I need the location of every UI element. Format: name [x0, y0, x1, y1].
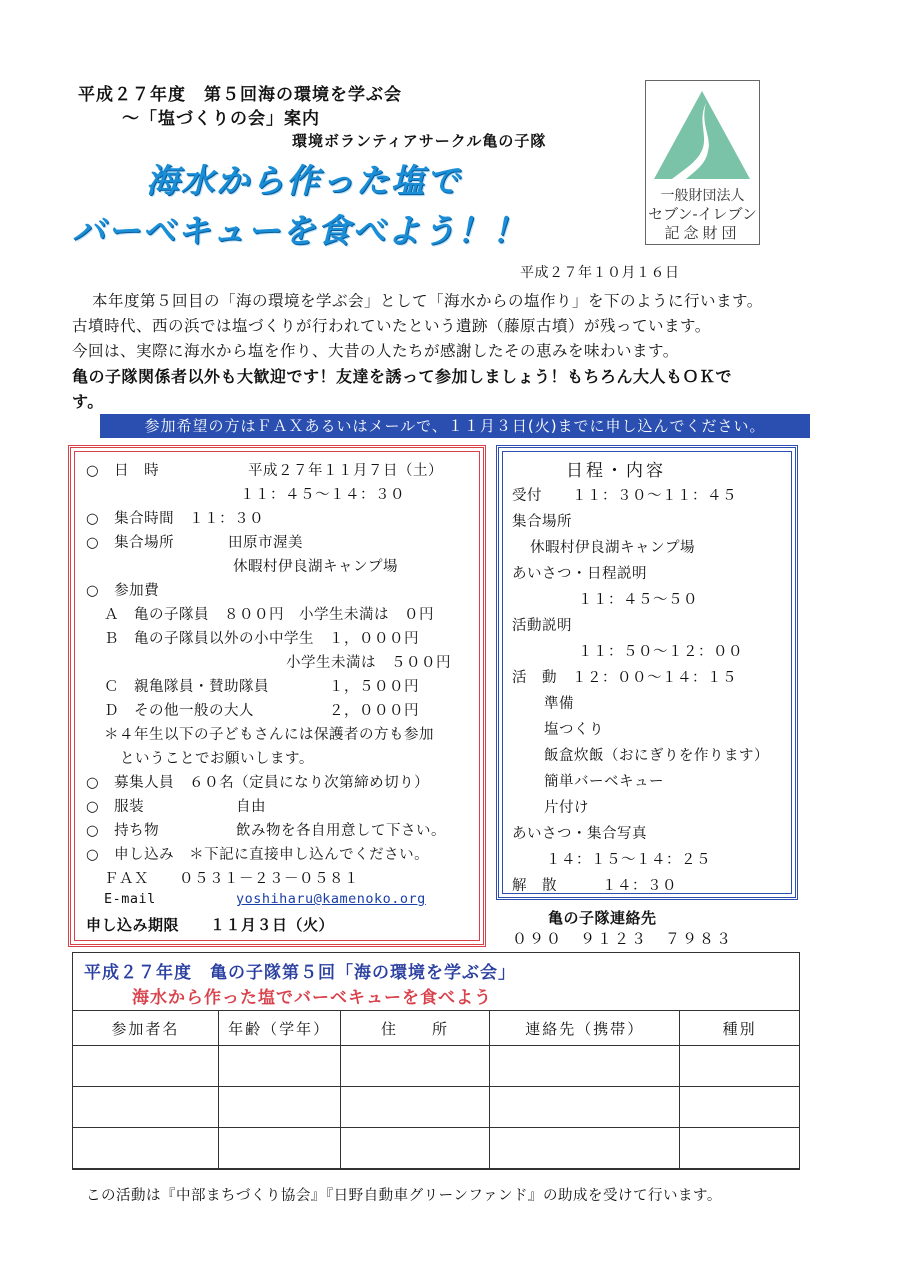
contact-phone: ０９０ ９１２３ ７９８３	[512, 930, 734, 948]
bring-label: ○ 持ち物	[86, 823, 160, 839]
schedule-item: 飯盒炊飯（おにぎりを作ります）	[544, 748, 769, 764]
table-cell[interactable]	[218, 1046, 340, 1087]
fee-b-child: 小学生未満は ５００円	[286, 655, 451, 671]
intro-line-4: 亀の子隊関係者以外も大歓迎です！友達を誘って参加しましょう！もちろん大人もＯＫで	[72, 367, 733, 386]
schedule-item: あいさつ・日程説明	[512, 566, 647, 582]
table-cell[interactable]	[340, 1087, 490, 1128]
dress-value: 自由	[236, 799, 266, 815]
table-cell[interactable]	[340, 1046, 490, 1087]
bring-value: 飲み物を各自用意して下さい。	[236, 823, 446, 839]
deadline: 申し込み期限 １１月３日（火）	[86, 916, 335, 934]
table-cell[interactable]	[73, 1087, 219, 1128]
fee-c: Ｃ 親亀隊員・賛助隊員 １，５００円	[104, 679, 419, 695]
application-banner: 参加希望の方はＦＡＸあるいはメールで、１１月３日(火)までに申し込んでください。	[100, 414, 810, 438]
form-subtitle: 海水から作った塩でバーベキューを食べよう	[132, 988, 492, 1008]
guardian-note-1: ＊４年生以下の子どもさんには保護者の方も参加	[104, 727, 434, 743]
fee-b: Ｂ 亀の子隊員以外の小中学生 １，０００円	[104, 631, 419, 647]
column-header: 住 所	[340, 1011, 490, 1046]
table-cell[interactable]	[218, 1128, 340, 1169]
event-title: 平成２７年度 第５回海の環境を学ぶ会	[78, 85, 402, 105]
capacity: ○ 募集人員 ６０名（定員になり次第締め切り）	[86, 775, 430, 791]
column-header: 参加者名	[73, 1011, 219, 1046]
date-value: 平成２７年１１月７日（土）	[248, 463, 443, 479]
table-cell[interactable]	[490, 1128, 680, 1169]
schedule-item: あいさつ・集合写真	[512, 826, 647, 842]
fax-number: ＦＡＸ ０５３１－２３－０５８１	[104, 871, 359, 887]
table-row[interactable]	[73, 1046, 800, 1087]
time-value: １１：４５～１４：３０	[240, 487, 405, 503]
schedule-item: 集合場所	[512, 514, 572, 530]
intro-line-2: 古墳時代、西の浜では塩づくりが行われていたという遺跡（藤原古墳）が残っています。	[72, 317, 711, 335]
schedule-item: 片付け	[544, 800, 589, 816]
logo-text-1: 一般財団法人	[660, 188, 745, 204]
schedule-item: １１：５０～１２：００	[578, 644, 743, 660]
schedule-item: 準備	[544, 696, 574, 712]
table-cell[interactable]	[218, 1087, 340, 1128]
table-header-row	[73, 1011, 800, 1046]
foundation-logo	[645, 80, 760, 245]
schedule-item: 受付 １１：３０～１１：４５	[512, 488, 737, 504]
funding-note: この活動は『中部まちづくり協会』『日野自動車グリーンファンド』の助成を受けて行います。	[86, 1188, 722, 1204]
headline-line2: バーベキューを食べよう！！	[72, 211, 527, 250]
column-header: 種別	[680, 1011, 800, 1046]
fee-a: Ａ 亀の子隊員 ８００円 小学生未満は ０円	[104, 607, 434, 623]
table-cell[interactable]	[680, 1128, 800, 1169]
schedule-title: 日程・内容	[566, 461, 666, 481]
guardian-note-2: ということでお願いします。	[120, 751, 314, 767]
meet-time: ○ 集合時間 １１：３０	[86, 511, 265, 527]
email-link[interactable]: yoshiharu@kamenoko.org	[236, 891, 426, 907]
schedule-item: 解 散 １４：３０	[512, 878, 677, 894]
logo-text-3: 記念財団	[664, 224, 741, 242]
table-cell[interactable]	[490, 1046, 680, 1087]
email-label: E-mail	[104, 891, 156, 907]
organizer: 環境ボランティアサークル亀の子隊	[292, 132, 547, 150]
schedule-item: １１：４５～５０	[578, 592, 698, 608]
table-cell[interactable]	[340, 1128, 490, 1169]
contact-label: 亀の子隊連絡先	[548, 909, 657, 927]
fee-d: Ｄ その他一般の大人 ２，０００円	[104, 703, 419, 719]
meet-place-2: 休暇村伊良湖キャンプ場	[233, 559, 398, 575]
intro-line-1: 本年度第５回目の「海の環境を学ぶ会」として「海水からの塩作り」を下のように行います。	[92, 292, 763, 310]
table-cell[interactable]	[490, 1087, 680, 1128]
issue-date: 平成２７年１０月１６日	[520, 265, 680, 281]
schedule-item: １４：１５～１４：２５	[546, 852, 711, 868]
registration-table	[72, 1010, 800, 1169]
logo-text-2: セブン-イレブン	[648, 205, 757, 223]
table-row[interactable]	[73, 1087, 800, 1128]
schedule-item: 活 動 １２：００～１４：１５	[512, 670, 737, 686]
meet-place-label: ○ 集合場所	[86, 535, 175, 551]
column-header: 連絡先（携帯）	[490, 1011, 680, 1046]
date-label: ○ 日 時	[86, 463, 160, 479]
intro-line-5: す。	[72, 392, 104, 411]
table-cell[interactable]	[73, 1046, 219, 1087]
table-row[interactable]	[73, 1128, 800, 1169]
headline-line1: 海水から作った塩で	[146, 161, 461, 200]
schedule-item: 活動説明	[512, 618, 572, 634]
column-header: 年齢（学年）	[218, 1011, 340, 1046]
meet-place-1: 田原市渥美	[228, 535, 303, 551]
schedule-item: 休暇村伊良湖キャンプ場	[530, 540, 695, 556]
dress-label: ○ 服装	[86, 799, 145, 815]
intro-line-3: 今回は、実際に海水から塩を作り、大昔の人たちが感謝したその恵みを味わいます。	[72, 342, 679, 360]
fee-label: ○ 参加費	[86, 583, 160, 599]
event-subtitle: ～「塩づくりの会」案内	[122, 109, 320, 129]
apply-note: ○ 申し込み ＊下記に直接申し込んでください。	[86, 847, 430, 863]
table-cell[interactable]	[680, 1046, 800, 1087]
schedule-item: 簡単バーベキュー	[544, 774, 664, 790]
table-cell[interactable]	[680, 1087, 800, 1128]
schedule-item: 塩つくり	[544, 722, 604, 738]
triangle-logo-icon	[646, 85, 759, 185]
form-title: 平成２７年度 亀の子隊第５回「海の環境を学ぶ会」	[84, 963, 516, 983]
table-cell[interactable]	[73, 1128, 219, 1169]
